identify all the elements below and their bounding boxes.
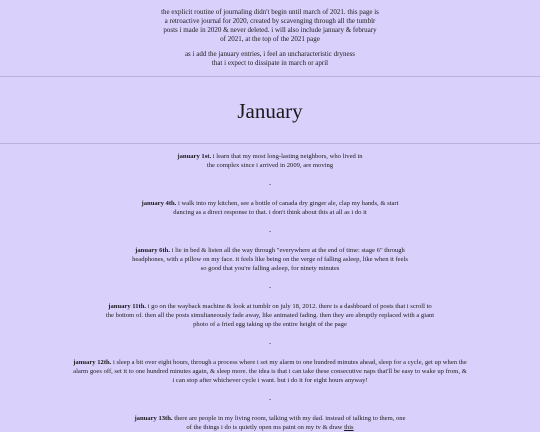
journal-entry	[135, 199, 405, 217]
entry-text: i sleep a bit over eight hours, through a process where i set my alarm to one hundred minutes ahead, sleep for a cycle, get up when the alarm goes off, set it to one hundred minutes again, & sleep more. the idea is that i can take these consecutive naps that'll be easy to wake up from, & i can stop after whichever cycle i want. but i do it for eight hours anyway!	[73, 359, 467, 384]
entry-separator: -	[268, 180, 272, 188]
entry-link[interactable]: this	[344, 424, 354, 431]
journal-entry	[130, 246, 410, 273]
entries-list	[0, 152, 540, 432]
entry-separator: -	[268, 339, 272, 347]
intro-paragraph-2: as i add the january entries, i feel an uncharacteristic dryness that i expect to dissipate in march or april	[184, 50, 356, 67]
divider-month	[0, 143, 540, 144]
entry-date: january 11th.	[108, 303, 147, 310]
divider-top	[0, 76, 540, 77]
intro-section	[0, 0, 540, 68]
journal-entry	[175, 152, 365, 170]
intro-paragraph-1: the explicit routine of journaling didn't begin until march of 2021. this page is a retroactive journal for 2020, created by scavenging through all the tumblr posts i made in 2020 & never deleted. i will also include january & february of 2021, at the top of the 2021 page	[161, 8, 379, 43]
journal-entry	[133, 414, 408, 432]
entry-date: january 6th.	[135, 247, 170, 254]
entry-text: i walk into my kitchen, see a bottle of canada dry ginger ale, clap my hands, & start dancing as a direct response to that. i don't think about this at all as i do it	[173, 200, 399, 216]
entry-date: january 13th.	[134, 415, 173, 422]
entry-text: i lie in bed & listen all the way through "everywhere at the end of time: stage 6" through headphones, with a pillow on my face. it feels like being on the verge of falling asleep, like when it feels so good that you're falling asleep, for ninety minutes	[132, 247, 408, 272]
journal-entry	[73, 358, 468, 385]
entry-date: january 4th.	[141, 200, 177, 207]
entry-date: january 12th.	[73, 359, 112, 366]
entry-text: i learn that my most long-lasting neighbors, who lived in the complex since i arrived in 2009, are moving	[206, 153, 363, 169]
entry-text: there are people in my living room, talking with my dad. instead of talking to them, one of the things i do is quietly open ms paint on my tv & draw	[174, 415, 406, 431]
entry-text: i go on the wayback machine & look at tumblr on july 18, 2012. there is a dashboard of posts that i scroll to the bottom of. then all the posts simultaneously fade away, like animated fading. then they are abruptly replaced with a giant photo of a fried egg taking up the entire height of the page	[105, 303, 435, 328]
month-heading: January	[237, 99, 303, 123]
entry-separator: -	[268, 395, 272, 403]
entry-date: january 1st.	[177, 153, 212, 160]
entry-separator: -	[268, 227, 272, 235]
journal-entry	[105, 302, 435, 329]
entry-separator: -	[268, 283, 272, 291]
